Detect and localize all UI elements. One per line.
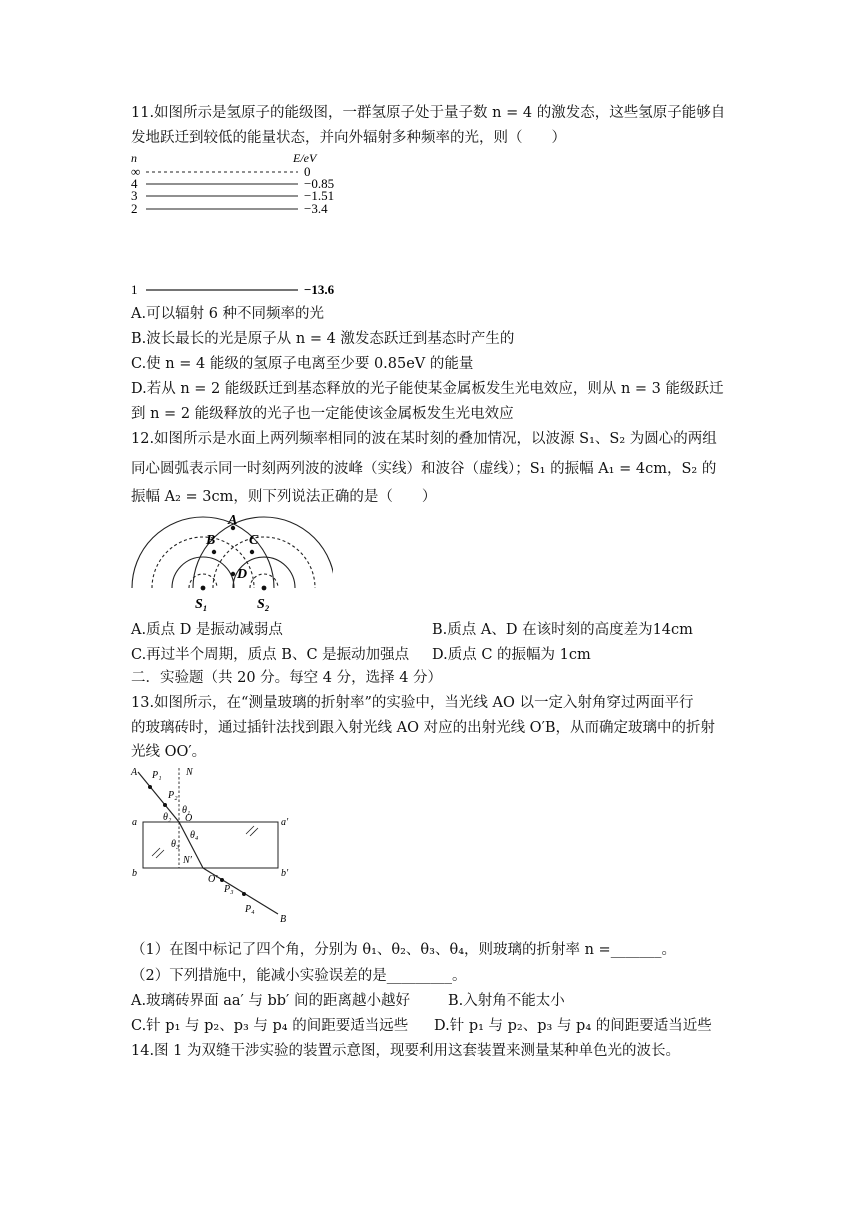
point-b-dot bbox=[212, 550, 216, 554]
q11-option-a: A.可以辐射 6 种不同频率的光 bbox=[131, 306, 325, 322]
pin-p3-dot bbox=[220, 878, 224, 882]
label-theta2: θ₂ bbox=[163, 812, 172, 823]
glass-block bbox=[143, 822, 278, 868]
q12-option-d: D.质点 C 的振幅为 1cm bbox=[432, 647, 591, 663]
label-b: b bbox=[132, 868, 137, 879]
q13-option-a: A.玻璃砖界面 aa′ 与 bb′ 间的距离越小越好 bbox=[131, 993, 410, 1009]
point-d-dot bbox=[231, 572, 235, 576]
pin-p4-dot bbox=[242, 892, 246, 896]
q11-option-d-line1: D.若从 n = 2 能级跃迁到基态释放的光子能使某金属板发生光电效应，则从 n = 3 能级跃迁 bbox=[131, 381, 724, 397]
label-a-prime: a′ bbox=[281, 817, 289, 828]
level-1-e: −13.6 bbox=[304, 282, 335, 297]
label-d: D bbox=[237, 567, 248, 582]
q13-stem-line1: 13.如图所示，在“测量玻璃的折射率”的实验中，当光线 AO 以一定入射角穿过两面平行 bbox=[131, 695, 694, 711]
label-theta3: θ₃ bbox=[171, 839, 180, 850]
level-1-n: 1 bbox=[131, 282, 138, 297]
level-2-n: 2 bbox=[131, 201, 138, 216]
label-s2: S₂ bbox=[257, 597, 270, 612]
energy-level-diagram bbox=[128, 150, 358, 300]
label-theta1: θ₁ bbox=[182, 805, 191, 816]
level-4-e: −0.85 bbox=[304, 176, 335, 191]
q11-option-b: B.波长最长的光是原子从 n = 4 激发态跃迁到基态时产生的 bbox=[131, 331, 515, 347]
s2-trough bbox=[213, 537, 315, 588]
section-2-heading: 二．实验题（共 20 分。每空 4 分，选择 4 分） bbox=[131, 670, 443, 686]
label-c: C bbox=[249, 533, 259, 548]
level-inf-n: ∞ bbox=[131, 164, 141, 179]
source-s1-dot bbox=[201, 586, 206, 591]
level-inf-e: 0 bbox=[304, 164, 311, 179]
q13-option-d: D.针 p₁ 与 p₂、p₃ 与 p₄ 的间距要适当近些 bbox=[434, 1018, 712, 1034]
q12-stem-line2: 同心圆弧表示同一时刻两列波的波峰（实线）和波谷（虚线）；S₁ 的振幅 A₁ = 4cm，S₂ 的 bbox=[131, 461, 717, 477]
glass-hatch bbox=[152, 826, 258, 858]
label-s1: S₁ bbox=[195, 597, 208, 612]
q12-option-b: B.质点 A、D 在该时刻的高度差为14cm bbox=[432, 622, 693, 638]
pin-p2-dot bbox=[163, 803, 167, 807]
pin-p1-dot bbox=[148, 785, 152, 789]
q13-option-b: B.入射角不能太小 bbox=[448, 993, 565, 1009]
q12-stem-line1: 12.如图所示是水面上两列频率相同的波在某时刻的叠加情况，以波源 S₁、S₂ 为圆心的两组 bbox=[131, 431, 717, 447]
label-p2: P₂ bbox=[168, 790, 178, 801]
label-a: a bbox=[132, 817, 137, 828]
level-3-e: −1.51 bbox=[304, 188, 335, 203]
q12-stem-line3: 振幅 A₂ = 3cm，则下列说法正确的是（ ） bbox=[131, 489, 437, 505]
q12-option-a: A.质点 D 是振动减弱点 bbox=[131, 622, 283, 638]
q12-option-c: C.再过半个周期，质点 B、C 是振动加强点 bbox=[131, 647, 410, 663]
source-s2-dot bbox=[262, 586, 267, 591]
wave-interference-diagram bbox=[128, 510, 333, 616]
point-c-dot bbox=[250, 550, 254, 554]
glass-refraction-diagram bbox=[128, 764, 298, 926]
label-p4: P₄ bbox=[245, 904, 255, 915]
n-header: n bbox=[131, 151, 137, 165]
label-n: N bbox=[186, 767, 193, 778]
q13-sub2: （2）下列措施中，能减小实验误差的是_________。 bbox=[131, 968, 467, 984]
label-theta4: θ₄ bbox=[190, 830, 199, 841]
label-n-prime: N′ bbox=[183, 855, 192, 866]
label-o-prime: O′ bbox=[208, 874, 218, 885]
q13-option-c: C.针 p₁ 与 p₂、p₃ 与 p₄ 的间距要适当远些 bbox=[131, 1018, 409, 1034]
level-3-n: 3 bbox=[131, 188, 138, 203]
q13-sub1: （1）在图中标记了四个角，分别为 θ₁、θ₂、θ₃、θ₄，则玻璃的折射率 n =_______。 bbox=[131, 942, 676, 958]
e-header: E/eV bbox=[293, 151, 317, 165]
q11-stem-line1: 11.如图所示是氢原子的能级图，一群氢原子处于量子数 n = 4 的激发态，这些氢原子能够自 bbox=[131, 105, 726, 121]
label-p1: P₁ bbox=[152, 770, 162, 781]
q14-stem-line1: 14.图 1 为双缝干涉实验的装置示意图，现要利用这套装置来测量某种单色光的波长。 bbox=[131, 1043, 681, 1059]
q13-stem-line3: 光线 OO′。 bbox=[131, 744, 207, 760]
label-ray-a: A bbox=[131, 767, 138, 778]
label-p3: P₃ bbox=[224, 884, 234, 895]
q11-option-d-line2: 到 n = 2 能级释放的光子也一定能使该金属板发生光电效应 bbox=[131, 406, 514, 422]
level-4-n: 4 bbox=[131, 176, 138, 191]
s1-crest-small bbox=[172, 557, 234, 588]
label-a: A bbox=[228, 513, 238, 528]
label-o: O bbox=[185, 813, 193, 824]
q11-stem-line2: 发地跃迁到较低的能量状态，并向外辐射多种频率的光，则（ ） bbox=[131, 130, 566, 146]
label-ray-b: B bbox=[280, 914, 287, 925]
label-b: B bbox=[206, 533, 216, 548]
q11-option-c: C.使 n = 4 能级的氢原子电离至少要 0.85eV 的能量 bbox=[131, 356, 474, 372]
q13-stem-line2: 的玻璃砖时，通过插针法找到跟入射光线 AO 对应的出射光线 O′B，从而确定玻璃中的折射 bbox=[131, 720, 716, 736]
label-b-prime: b′ bbox=[281, 868, 289, 879]
level-2-e: −3.4 bbox=[304, 201, 328, 216]
